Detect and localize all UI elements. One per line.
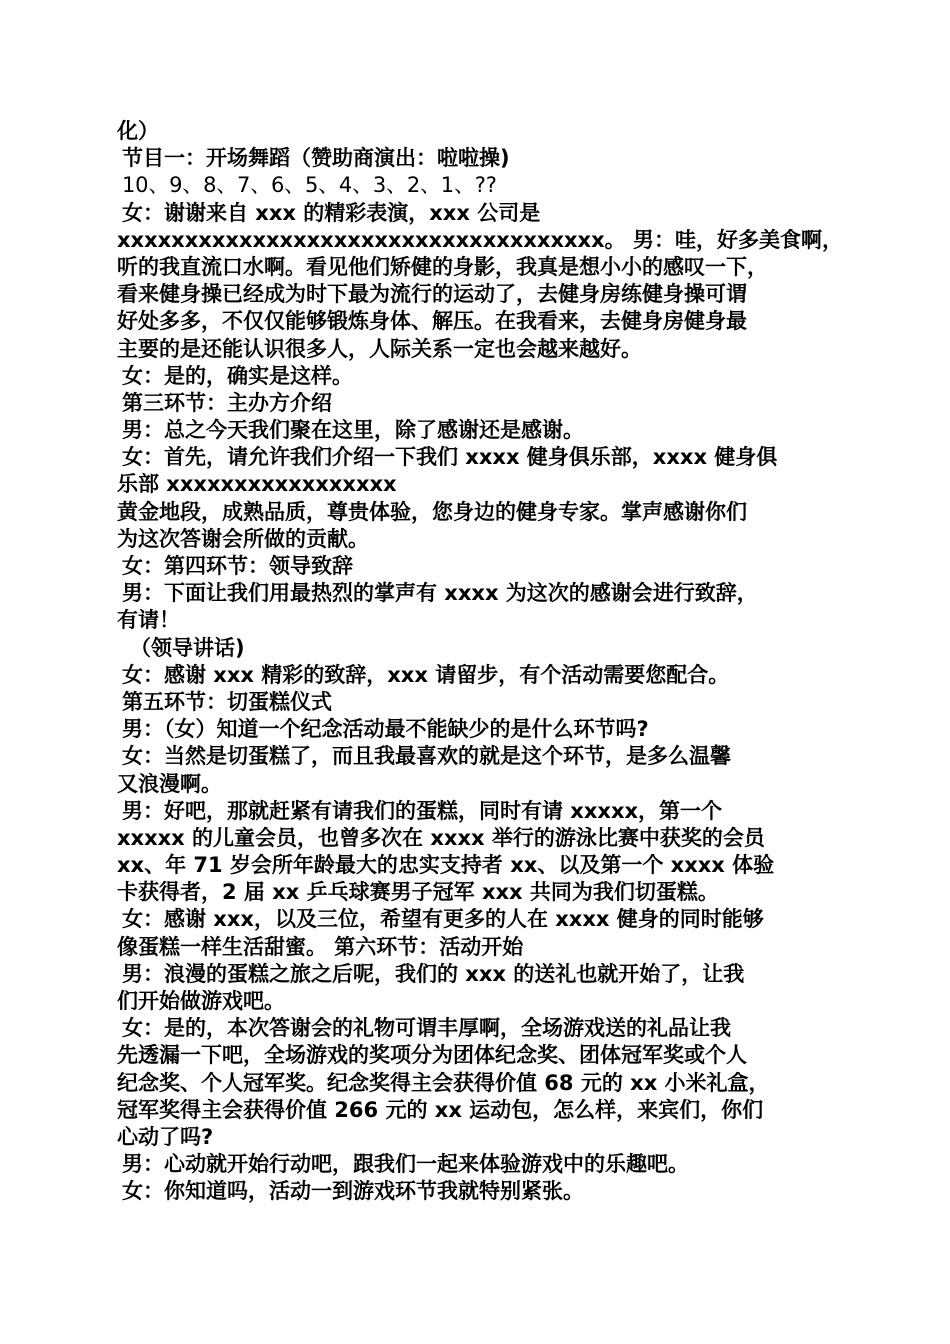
text-line: xxxxx 的儿童会员，也曾多次在 xxxx 举行的游泳比赛中获奖的会员 <box>117 825 765 850</box>
text-line: 女：是的，确实是这样。 <box>122 363 353 388</box>
text-line: 男：好吧，那就赶紧有请我们的蛋糕，同时有请 xxxxx，第一个 <box>122 798 723 823</box>
text-line: 第三环节：主办方介绍 <box>122 390 332 415</box>
text-line: 看来健身操已经成为时下最为流行的运动了，去健身房练健身操可谓 <box>117 282 747 307</box>
text-line: 男：下面让我们用最热烈的掌声有 xxxx 为这次的感谢会进行致辞， <box>122 581 758 606</box>
text-line: 们开始做游戏吧。 <box>117 989 285 1013</box>
text-line: xx、年 71 岁会所年龄最大的忠实支持者 xx、以及第一个 xxxx 体验 <box>117 853 775 878</box>
text-line: 女：当然是切蛋糕了，而且我最喜欢的就是这个环节，是多么温馨 <box>122 744 731 769</box>
text-line: 男：浪漫的蛋糕之旅之后呢，我们的 xxx 的送礼也就开始了，让我 <box>122 961 745 986</box>
text-line: 女：感谢 xxx，以及三位，希望有更多的人在 xxxx 健身的同时能够 <box>122 907 764 932</box>
text-line: 主要的是还能认识很多人，人际关系一定也会越来越好。 <box>117 336 642 361</box>
text-line: 好处多多，不仅仅能够锻炼身体、解压。在我看来，去健身房健身最 <box>117 309 747 334</box>
text-line: 乐部 xxxxxxxxxxxxxxxxx <box>117 472 397 497</box>
text-line: 女：你知道吗，活动一到游戏环节我就特别紧张。 <box>122 1179 584 1204</box>
text-line: 10、9、8、7、6、5、4、3、2、1、?? <box>122 173 497 198</box>
text-line: 像蛋糕一样生活甜蜜。 第六环节：活动开始 <box>117 934 524 959</box>
text-line: 冠军奖得主会获得价值 266 元的 xx 运动包，怎么样，来宾们，你们 <box>117 1097 764 1122</box>
text-line: 第五环节：切蛋糕仪式 <box>122 689 332 714</box>
text-line: 化） <box>117 119 159 143</box>
text-line: xxxxxxxxxxxxxxxxxxxxxxxxxxxxxxxxxxxx。 男：哇，好多美食啊， <box>117 227 843 252</box>
text-line: 男：（女）知道一个纪念活动最不能缺少的是什么环节吗? <box>122 717 649 742</box>
document-body <box>117 118 842 1206</box>
text-line: 女：首先，请允许我们介绍一下我们 xxxx 健身俱乐部，xxxx 健身俱 <box>122 445 778 470</box>
text-line: 又浪漫啊。 <box>117 771 222 796</box>
text-line: （领导讲话) <box>130 635 245 660</box>
text-line: 先透漏一下吧，全场游戏的奖项分为团体纪念奖、团体冠军奖或个人 <box>117 1043 747 1068</box>
text-line: 纪念奖、个人冠军奖。纪念奖得主会获得价值 68 元的 xx 小米礼盒， <box>117 1070 770 1095</box>
text-line: 卡获得者，2 届 xx 乒乓球赛男子冠军 xxx 共同为我们切蛋糕。 <box>117 880 719 905</box>
text-line: 心动了吗? <box>117 1124 214 1149</box>
text-line: 女：是的，本次答谢会的礼物可谓丰厚啊，全场游戏送的礼品让我 <box>122 1016 731 1041</box>
text-line: 节目一：开场舞蹈（赞助商演出：啦啦操) <box>122 146 510 171</box>
text-line: 女：感谢 xxx 精彩的致辞，xxx 请留步，有个活动需要您配合。 <box>122 662 730 687</box>
text-line: 有请！ <box>117 608 180 633</box>
text-line: 男：总之今天我们聚在这里，除了感谢还是感谢。 <box>122 418 584 443</box>
text-line: 女：谢谢来自 xxx 的精彩表演，xxx 公司是 <box>122 200 541 225</box>
text-line: 黄金地段，成熟品质，尊贵体验，您身边的健身专家。掌声感谢你们 <box>117 499 747 524</box>
text-line: 听的我直流口水啊。看见他们矫健的身影，我真是想小小的感叹一下， <box>117 254 768 279</box>
text-line: 为这次答谢会所做的贡献。 <box>117 526 369 551</box>
text-line: 女：第四环节：领导致辞 <box>122 554 353 578</box>
text-line: 男：心动就开始行动吧，跟我们一起来体验游戏中的乐趣吧。 <box>122 1152 689 1177</box>
